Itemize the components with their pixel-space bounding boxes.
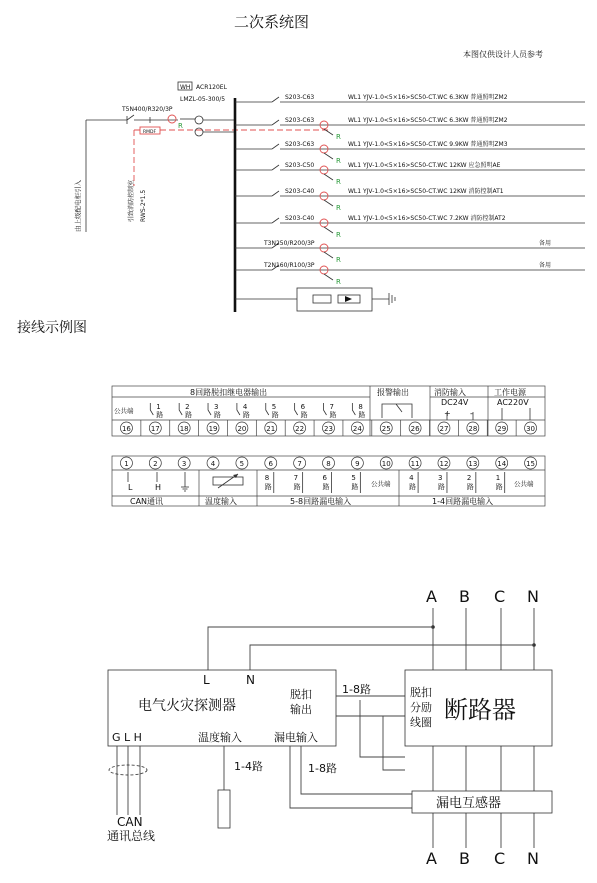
leak-channel-number: 8 bbox=[264, 474, 270, 482]
fire-cable-destination: 引致消防控制室 bbox=[128, 179, 135, 222]
relay-contact-icon bbox=[266, 403, 269, 415]
can-h: H bbox=[155, 483, 162, 492]
terminal-bottom-number: 9 bbox=[355, 460, 360, 468]
leak-5-8-common: 公共端 bbox=[371, 480, 391, 488]
meter-model: ACR120EL bbox=[196, 84, 227, 91]
leak-channel-lu: 路 bbox=[437, 483, 445, 491]
relay-lu: 路 bbox=[358, 411, 366, 419]
fire-voltage: DC24V bbox=[441, 398, 469, 407]
circuit-line-label: WL1 YJV-1.0<5×16>SC50-CT.WC 12KW 应急照明AE bbox=[348, 162, 501, 169]
relay-common-label: 公共端 bbox=[114, 407, 134, 415]
bottom-terminals bbox=[120, 457, 536, 482]
relay-number: 3 bbox=[214, 403, 219, 411]
circuit-line-label: WL1 YJV-1.0<5×16>SC50-CT.WC 6.3KW 普通照明ZM2 bbox=[348, 117, 508, 124]
terminal-top-number: 29 bbox=[497, 425, 507, 433]
group-relay-output: 8回路脱扣继电器输出 bbox=[190, 388, 268, 397]
circuit-rcm-mark: R bbox=[336, 133, 341, 141]
terminal-bottom-number: 8 bbox=[326, 460, 331, 468]
leak-channel-lu: 路 bbox=[351, 483, 359, 491]
leak-5-8-labels bbox=[265, 472, 361, 493]
group-temp: 温度输入 bbox=[205, 497, 237, 506]
temp-range-label: 1-4路 bbox=[234, 760, 263, 773]
relay-lu: 路 bbox=[329, 411, 337, 419]
circuit-row bbox=[235, 187, 585, 212]
relay-number: 5 bbox=[271, 403, 277, 411]
relay-contact-icon bbox=[179, 403, 182, 415]
circuit-breaker-label: S203-C40 bbox=[285, 215, 315, 222]
circuit-row bbox=[235, 239, 585, 264]
terminal-bottom-number: 1 bbox=[124, 460, 129, 468]
circuit-row bbox=[235, 214, 585, 239]
circuit-row bbox=[235, 93, 585, 102]
terminal-bottom-number: 4 bbox=[210, 460, 216, 468]
leak-channel-lu: 路 bbox=[495, 483, 503, 491]
leak-channel-number: 1 bbox=[495, 474, 501, 482]
relay-number: 6 bbox=[300, 403, 306, 411]
terminal-bottom-number: 15 bbox=[526, 460, 536, 468]
temp-sensor-probe bbox=[218, 790, 230, 828]
relay-contact-icon bbox=[324, 403, 327, 415]
terminal-top-number: 27 bbox=[439, 425, 449, 433]
can-label-2: 通讯总线 bbox=[107, 829, 156, 843]
terminal-bottom-number: 12 bbox=[439, 460, 449, 468]
breaker-coil-2: 分励 bbox=[410, 701, 432, 714]
leak-input-label: 漏电输入 bbox=[274, 731, 318, 744]
circuit-breaker-label: S203-C63 bbox=[285, 117, 315, 124]
breaker-coil-1: 脱扣 bbox=[410, 686, 432, 699]
terminal-bottom-number: 10 bbox=[381, 460, 391, 468]
can-ground-symbol bbox=[181, 481, 189, 491]
circuit-breaker-label: S203-C63 bbox=[285, 94, 315, 101]
relay-lu: 路 bbox=[242, 411, 250, 419]
relay-contact-icon bbox=[295, 403, 298, 415]
terminal-bottom-number: 5 bbox=[239, 460, 245, 468]
terminal-strip-bottom bbox=[112, 456, 545, 506]
group-can: CAN通讯 bbox=[130, 497, 164, 506]
group-fire-input: 消防输入 bbox=[434, 388, 466, 397]
leak-range-label: 1-8路 bbox=[308, 762, 337, 775]
circuit-line-label: WL1 YJV-1.0<5×16>SC50-CT.WC 7.2KW 消防控制AT2 bbox=[348, 215, 506, 222]
page-title: 二次系统图 bbox=[234, 13, 310, 31]
circuit-rcm-mark: R bbox=[336, 256, 341, 264]
terminal-bottom-number: 7 bbox=[297, 460, 302, 468]
phase-b-top: B bbox=[459, 587, 470, 606]
terminal-top-number: 23 bbox=[324, 425, 333, 433]
relay-lu: 路 bbox=[271, 411, 279, 419]
terminal-top-number: 22 bbox=[295, 425, 305, 433]
can-label-1: CAN bbox=[117, 815, 143, 829]
relay-contact-icon bbox=[352, 403, 355, 415]
group-power: 工作电源 bbox=[494, 388, 526, 397]
terminal-bottom-number: 13 bbox=[468, 460, 478, 468]
terminal-top-number: 19 bbox=[208, 425, 218, 433]
leak-channel-lu: 路 bbox=[264, 483, 272, 491]
relay-number: 1 bbox=[156, 403, 161, 411]
detector-l: L bbox=[203, 673, 210, 687]
relay-number: 4 bbox=[242, 403, 248, 411]
phase-n-bottom: N bbox=[527, 849, 539, 868]
relay-lu: 路 bbox=[214, 411, 222, 419]
fire-cable-spec: RWS-2*1.5 bbox=[140, 189, 147, 222]
phase-b-bottom: B bbox=[459, 849, 470, 868]
terminal-top-number: 24 bbox=[352, 425, 362, 433]
circuit-breaker-label: S203-C40 bbox=[285, 188, 315, 195]
trip-output-2: 输出 bbox=[290, 703, 312, 716]
relay-number: 7 bbox=[329, 403, 334, 411]
circuit-row bbox=[235, 261, 585, 286]
group-leak-5-8: 5-8回路漏电输入 bbox=[290, 497, 352, 506]
meter-badge: WH bbox=[180, 84, 191, 91]
main-breaker-label: T5N400/R320/3P bbox=[122, 106, 173, 113]
circuit-row bbox=[235, 161, 585, 186]
circuit-list bbox=[235, 93, 585, 286]
relay-contact-icon bbox=[208, 403, 211, 415]
circuit-line-label: WL1 YJV-1.0<5×16>SC50-CT.WC 9.9KW 普通照明ZM3 bbox=[348, 141, 508, 148]
rcm-mark: R bbox=[178, 122, 183, 130]
leak-channel-number: 5 bbox=[351, 474, 356, 482]
can-glh: G L H bbox=[112, 731, 142, 744]
terminal-top-number: 28 bbox=[468, 425, 478, 433]
circuit-breaker-label: T3N250/R200/3P bbox=[264, 240, 315, 247]
relay-lu: 路 bbox=[156, 411, 164, 419]
breaker-name: 断路器 bbox=[444, 696, 516, 724]
leak-channel-number: 6 bbox=[322, 474, 327, 482]
leak-channel-lu: 路 bbox=[322, 483, 330, 491]
wiring-title: 接线示例图 bbox=[17, 320, 87, 336]
trip-range-label: 1-8路 bbox=[342, 683, 371, 696]
terminal-bottom-number: 14 bbox=[497, 460, 507, 468]
relay-contact-icon bbox=[150, 403, 153, 415]
leak-channel-lu: 路 bbox=[409, 483, 417, 491]
terminal-strip-top bbox=[112, 386, 545, 436]
relay-contact-icon bbox=[237, 403, 240, 415]
leak-channel-lu: 路 bbox=[293, 483, 301, 491]
ct-coil bbox=[195, 116, 203, 124]
terminal-block-box bbox=[297, 288, 372, 311]
phase-c-top: C bbox=[494, 587, 506, 606]
terminal-top-number: 21 bbox=[266, 425, 276, 433]
secondary-system-diagram bbox=[73, 82, 585, 312]
terminal-top-number: 30 bbox=[526, 425, 536, 433]
terminal-top-number: 16 bbox=[121, 425, 131, 433]
power-voltage: AC220V bbox=[497, 398, 529, 407]
terminal-top-number: 18 bbox=[179, 425, 189, 433]
group-alarm-output: 报警输出 bbox=[377, 388, 409, 397]
phase-a-top: A bbox=[426, 587, 437, 606]
circuit-breaker-label: T2N160/R100/3P bbox=[264, 262, 315, 269]
ct-coil-2 bbox=[195, 128, 203, 136]
phase-n-top: N bbox=[527, 587, 539, 606]
circuit-rcm-mark: R bbox=[336, 157, 341, 165]
leak-channel-number: 3 bbox=[437, 474, 443, 482]
detector-n: N bbox=[246, 673, 255, 687]
circuit-line-label: 备用 bbox=[539, 240, 552, 247]
temp-input-label: 温度输入 bbox=[198, 731, 242, 744]
detector-name: 电气火灾探测器 bbox=[138, 698, 236, 714]
fire-minus: - bbox=[470, 409, 473, 418]
temp-sensor-symbol bbox=[213, 474, 243, 488]
circuit-line-label: WL1 YJV-1.0<5×16>SC50-CT.WC 12KW 消防控制AT1 bbox=[348, 188, 504, 195]
fire-plus: + bbox=[444, 409, 451, 418]
leak-1-4-labels bbox=[409, 472, 505, 493]
circuit-rcm-mark: R bbox=[336, 204, 341, 212]
circuit-breaker-label: S203-C50 bbox=[285, 162, 315, 169]
relay-number: 8 bbox=[358, 403, 363, 411]
leak-channel-lu: 路 bbox=[466, 483, 474, 491]
trip-output-1: 脱扣 bbox=[290, 688, 312, 701]
terminal-top-number: 25 bbox=[381, 425, 391, 433]
phase-c-bottom: C bbox=[494, 849, 506, 868]
terminal-top-number: 20 bbox=[237, 425, 247, 433]
circuit-rcm-mark: R bbox=[336, 178, 341, 186]
relay-lu: 路 bbox=[300, 411, 308, 419]
can-l: L bbox=[128, 483, 133, 492]
reference-note: 本图仅供设计人员参考 bbox=[463, 50, 543, 59]
group-leak-1-4: 1-4回路漏电输入 bbox=[432, 497, 494, 506]
leak-ct-label: 漏电互感器 bbox=[436, 796, 502, 811]
circuit-row bbox=[235, 116, 585, 141]
circuit-rcm-mark: R bbox=[336, 231, 341, 239]
relay-labels bbox=[150, 403, 530, 420]
rmdf-label: RMDF bbox=[143, 130, 157, 135]
terminal-bottom-number: 2 bbox=[153, 460, 158, 468]
terminal-bottom-number: 11 bbox=[410, 460, 420, 468]
leak-1-4-common: 公共端 bbox=[514, 480, 534, 488]
leak-channel-number: 7 bbox=[293, 474, 299, 482]
terminal-bottom-number: 6 bbox=[268, 460, 274, 468]
relay-number: 2 bbox=[185, 403, 190, 411]
leak-channel-number: 2 bbox=[466, 474, 472, 482]
leak-channel-number: 4 bbox=[409, 474, 414, 482]
alarm-contact-icon bbox=[382, 404, 412, 418]
wiring-example bbox=[107, 587, 552, 868]
ct-coil-red bbox=[168, 115, 176, 123]
phase-a-bottom: A bbox=[426, 849, 437, 868]
terminal-top-number: 26 bbox=[410, 425, 420, 433]
circuit-line-label: 备用 bbox=[539, 262, 552, 269]
terminal-bottom-number: 3 bbox=[181, 460, 187, 468]
relay-lu: 路 bbox=[185, 411, 193, 419]
top-terminals bbox=[120, 420, 536, 436]
circuit-rcm-mark: R bbox=[336, 278, 341, 286]
breaker-coil-3: 线圈 bbox=[410, 716, 432, 729]
incoming-feeder-label: 由上级配电柜引入 bbox=[74, 180, 82, 232]
ct-model: LMZL-05-300/5 bbox=[180, 96, 226, 103]
circuit-breaker-label: S203-C63 bbox=[285, 141, 315, 148]
circuit-line-label: WL1 YJV-1.0<5×16>SC50-CT.WC 6.3KW 普通照明ZM2 bbox=[348, 94, 508, 101]
terminal-top-number: 17 bbox=[150, 425, 160, 433]
